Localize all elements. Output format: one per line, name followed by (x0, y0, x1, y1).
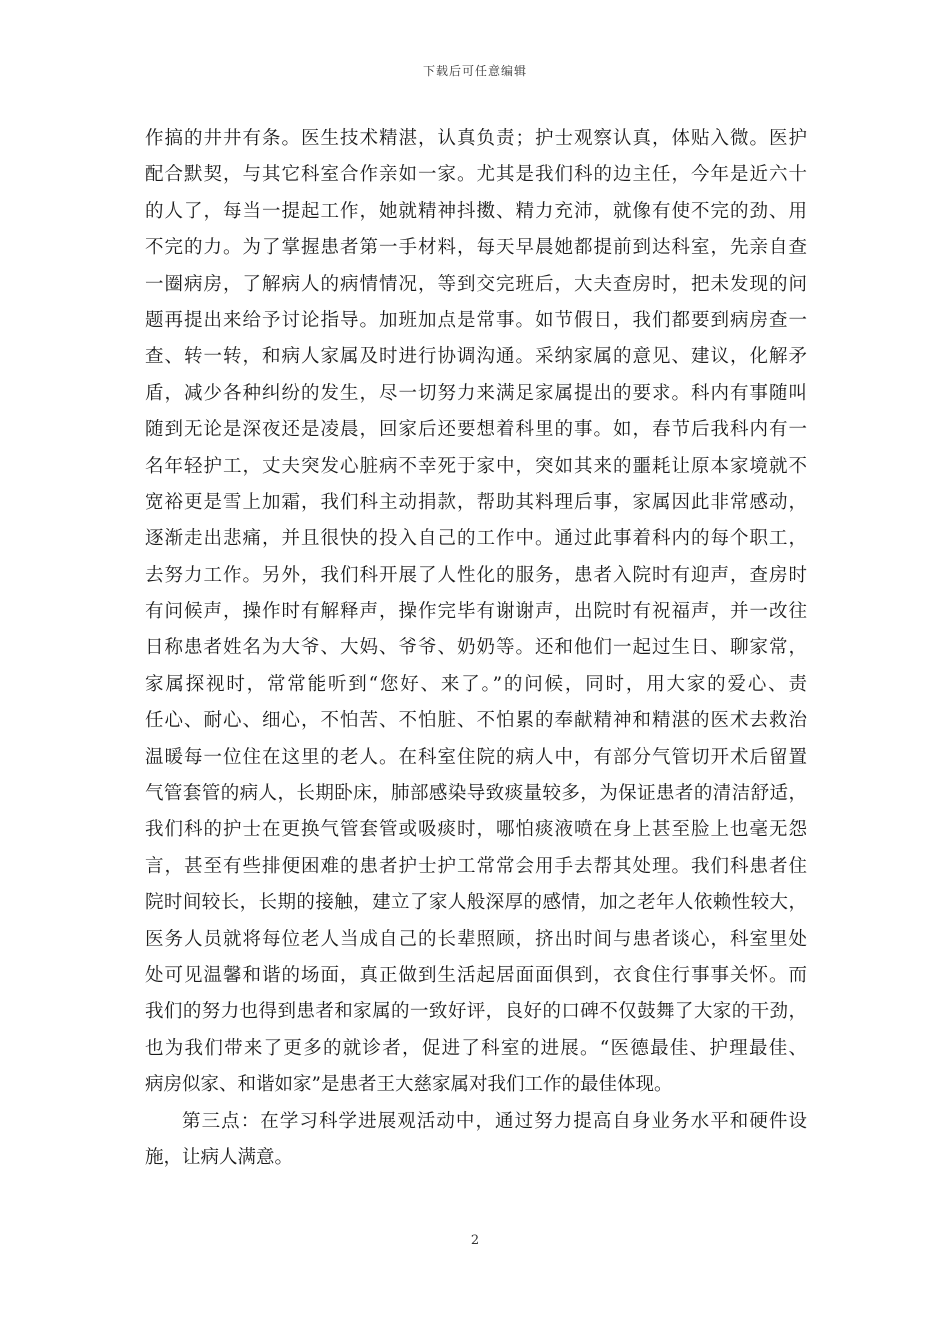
text-line: 处可见温馨和谐的场面，真正做到生活起居面面俱到，衣食住行事事关怀。而 (145, 964, 807, 986)
text-line: 气管套管的病人，长期卧床，肺部感染导致痰量较多，为保证患者的清洁舒适， (145, 783, 807, 805)
text-line: 查、转一转，和病人家属及时进行协调沟通。采纳家属的意见、建议，化解矛 (145, 346, 807, 368)
text-line: 病房似家、和谐如家”是患者王大慈家属对我们工作的最佳体现。 (145, 1074, 673, 1096)
text-line: 日称患者姓名为大爷、大妈、爷爷、奶奶等。还和他们一起过生日、聊家常， (145, 637, 807, 659)
text-line: 家属探视时，常常能听到“您好、来了。”的问候，同时，用大家的爱心、责 (145, 673, 807, 695)
text-line: 言，甚至有些排便困难的患者护士护工常常会用手去帮其处理。我们科患者住 (145, 855, 807, 877)
text-line: 宽裕更是雪上加霜，我们科主动捐款，帮助其料理后事，家属因此非常感动， (145, 491, 807, 513)
text-line: 随到无论是深夜还是凌晨，回家后还要想着科里的事。如，春节后我科内有一 (145, 419, 807, 441)
text-line: 的人了，每当一提起工作，她就精神抖擞、精力充沛，就像有使不完的劲、用 (145, 200, 807, 222)
page-number: 2 (470, 1233, 480, 1248)
text-line: 题再提出来给予讨论指导。加班加点是常事。如节假日，我们都要到病房查一 (145, 309, 807, 331)
text-line: 我们科的护士在更换气管套管或吸痰时，哪怕痰液喷在身上甚至脸上也毫无怨 (145, 819, 807, 841)
text-line: 任心、耐心、细心，不怕苦、不怕脏、不怕累的奉献精神和精湛的医术去救治 (145, 710, 807, 732)
text-line: 不完的力。为了掌握患者第一手材料，每天早晨她都提前到达科室，先亲自查 (145, 237, 807, 259)
text-line: 作搞的井井有条。医生技术精湛，认真负责；护士观察认真，体贴入微。医护 (145, 128, 807, 149)
paragraph (145, 1104, 807, 1177)
text-line: 医务人员就将每位老人当成自己的长辈照顾，挤出时间与患者谈心，科室里处 (145, 928, 807, 950)
text-line: 一圈病房，了解病人的病情情况，等到交完班后，大夫查房时，把未发现的问 (145, 273, 807, 295)
paragraph (145, 121, 807, 1104)
page-header: 下载后可任意编辑 (422, 64, 527, 78)
text-line: 第三点：在学习科学进展观活动中，通过努力提高自身业务水平和硬件设 (182, 1110, 807, 1132)
text-line: 院时间较长，长期的接触，建立了家人般深厚的感情，加之老年人依赖性较大， (145, 892, 807, 914)
text-line: 温暖每一位住在这里的老人。在科室住院的病人中，有部分气管切开术后留置 (145, 746, 807, 768)
text-line: 名年轻护工，丈夫突发心脏病不幸死于家中，突如其来的噩耗让原本家境就不 (145, 455, 807, 477)
text-line: 施，让病人满意。 (145, 1146, 294, 1168)
text-line: 有问候声，操作时有解释声，操作完毕有谢谢声，出院时有祝福声，并一改往 (145, 601, 807, 623)
text-line: 配合默契，与其它科室合作亲如一家。尤其是我们科的边主任，今年是近六十 (145, 164, 807, 186)
text-line: 逐渐走出悲痛，并且很快的投入自己的工作中。通过此事着科内的每个职工， (145, 528, 807, 550)
text-line: 盾，减少各种纠纷的发生，尽一切努力来满足家属提出的要求。科内有事随叫 (145, 382, 807, 404)
text-line: 我们的努力也得到患者和家属的一致好评，良好的口碑不仅鼓舞了大家的干劲， (145, 1001, 807, 1023)
text-line: 去努力工作。另外，我们科开展了人性化的服务，患者入院时有迎声，查房时 (145, 564, 807, 586)
document-body (145, 121, 807, 1176)
text-line: 也为我们带来了更多的就诊者，促进了科室的进展。“医德最佳、护理最佳、 (145, 1037, 807, 1059)
